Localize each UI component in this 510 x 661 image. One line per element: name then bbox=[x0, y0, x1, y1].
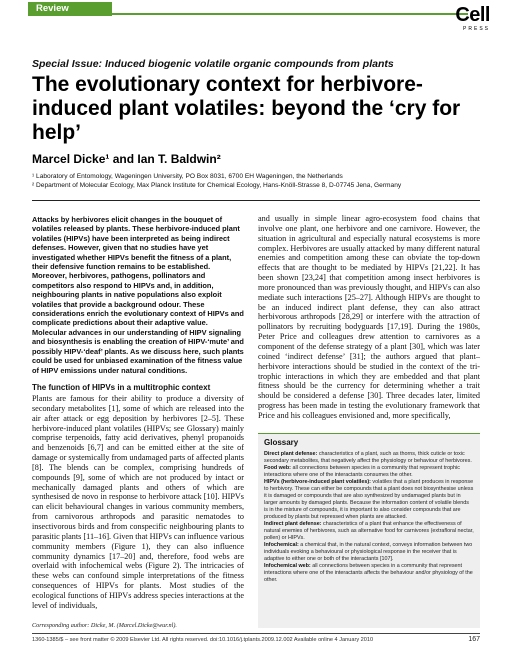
logo-main: Cell bbox=[455, 4, 490, 26]
glossary-entry bbox=[264, 479, 474, 521]
glossary-term: Infochemical: bbox=[264, 542, 299, 548]
author-list: Marcel Dicke¹ and Ian T. Baldwin² bbox=[32, 152, 221, 166]
glossary-term: Food web: bbox=[264, 465, 291, 471]
publisher-logo bbox=[455, 5, 490, 32]
glossary-definition: characteristics of a plant, such as thorns, thick cuticle or toxic secondary metabolites, that negatively affect the physiology or behaviour of herbivores. bbox=[264, 451, 472, 464]
body-right-column: and usually in simple linear agro-ecosystem food chains that involve one plant, one herbivore and one carnivore. However, the situation in agricultural and especially natural ecosystems is more complex. Herbivores are usually attacked by many different natural enemies and competition among these can obviate the top-down effects that are thought to be mediated by HIPVs [21,22]. It has been shown [23,24] that competition among insect herbivores is more pronounced than was previously thought, and HIPVs can also mediate such interactions [25–27]. Although HIPVs are thought to be an induced indirect plant defense, they can also attract herbivorous arthropods [28,29] or interfere with the attraction of pollinators by recruiting bodyguards [17,19]. During the 1980s, Peter Price and colleagues drew attention to carnivores as a component of the defense strategy of a plant [30], which was later coined ‘indirect defense’ [31]; the authors argued that plant–herbivore interactions should be studied in the context of the tri-trophic interactions in which they are embedded and that plant fitness should be the currency for determining whether a trait should be considered a defense [30]. Three decades later, limited progress has been made in testing the evolutionary framework that Price and his colleagues envisioned and, more specifically, bbox=[258, 214, 480, 420]
glossary-entry bbox=[264, 451, 474, 465]
glossary-definition: volatiles that a plant produces in response to herbivory. These can either be compounds that a plant does not biosynthesise unless it is damaged or compounds that are also synthesized by undamaged plants but in larger amounts by damaged plants. Because the information content of volatile blends is in the mixture of compounds, it is important to also consider compounds that are produced by plants but repressed when plants are attacked. bbox=[264, 479, 474, 520]
logo-sub: PRESS bbox=[463, 26, 490, 32]
corresponding-author: Corresponding author: Dicke, M. (Marcel.Dicke@wur.nl). bbox=[32, 622, 177, 629]
section-tab: Review bbox=[28, 2, 112, 16]
affiliation-2: ² Department of Molecular Ecology, Max Planck Institute for Chemical Ecology, Hans-Knöll-Strasse 8, D-07745 Jena, Germany bbox=[32, 182, 402, 189]
page-number: 167 bbox=[468, 636, 480, 643]
glossary-term: Indirect plant defense: bbox=[264, 521, 322, 527]
special-issue-line: Special Issue: Induced biogenic volatile organic compounds from plants bbox=[32, 58, 394, 70]
glossary-entry bbox=[264, 542, 474, 563]
affiliation-1: ¹ Laboratory of Entomology, Wageningen University, PO Box 8031, 6700 EH Wageningen, the Netherlands bbox=[32, 173, 343, 180]
glossary-term: HIPVs (herbivore-induced plant volatiles): bbox=[264, 479, 371, 485]
body-left-column: Plants are famous for their ability to produce a diversity of secondary metabolites [1], some of which are released into the air after attack or egg deposition by herbivores [2–5]. These herbivore-induced plant volatiles (HIPVs; see Glossary) mainly comprise terpenoids, fatty acid derivatives, phenyl propanoids and benzenoids [6,7] and can be emitted either at the site of damage or systemically from undamaged parts of affected plants [8]. The blends can be complex, comprising hundreds of compounds [9], some of which are not produced by intact or mechanically damaged plants and others of which are synthesised de novo in response to herbivore attack [10]. HIPVs can elicit behavioural changes in various community members, from carnivorous arthropods and parasitic nematodes to insectivorous birds and from conspecific neighbouring plants to parasitic plants [11–16]. Given that HIPVs can influence various community members (Figure 1), they can also influence community dynamics [17–20] and, therefore, food webs are overlaid with infochemical webs (Figure 2). The intricacies of these webs can confound simple interpretations of the fitness consequences of HIPVs for plants. Most studies of the ecological functions of HIPVs address species interactions at the level of individuals, bbox=[32, 394, 244, 610]
abstract: Attacks by herbivores elicit changes in the bouquet of volatiles released by plants. These herbivore-induced plant volatiles (HIPVs) have been interpreted as being indirect defenses. However, given that no studies have yet investigated whether HIPVs benefit the fitness of a plant, their defensive function remains to be established. Moreover, herbivores, pathogens, pollinators and competitors also respond to HIPVs and, in addition, neighbouring plants in native populations also exploit volatiles that provide a background odour. These considerations enrich the evolutionary context of HIPVs and complicate predictions about their adaptive value. Molecular advances in our understanding of HIPV signaling and biosynthesis is enabling the creation of HIPV-‘mute’ and possibly HIPV-‘deaf’ plants. As we discuss here, such plants could be used for unbiased examination of the fitness value of HIPV emissions under natural conditions. bbox=[32, 215, 244, 375]
glossary-entry bbox=[264, 563, 474, 584]
glossary-definition: a chemical that, in the natural context, conveys information between two individuals evoking a behavioural or physiological response in the receiver that is adaptive to either one or both of the interactants [107]. bbox=[264, 542, 473, 562]
glossary-entry bbox=[264, 465, 474, 479]
glossary-definition: all connections between species in a community that represent interactions where one of the interactants affects the behaviour and/or physiology of the other. bbox=[264, 563, 473, 583]
glossary-term: Direct plant defense: bbox=[264, 451, 318, 457]
header-rule bbox=[112, 13, 468, 15]
affiliations bbox=[32, 172, 482, 190]
glossary-definition: characteristics of a plant that enhance the effectiveness of natural enemies of herbivores, such as alternative food for carnivores (extrafloral nectar, pollen) or HIPVs. bbox=[264, 521, 474, 541]
section-heading: The function of HIPVs in a multitrophic context bbox=[32, 383, 211, 392]
glossary-entries bbox=[264, 451, 474, 584]
footer-line: 1360-1385/$ – see front matter © 2009 Elsevier Ltd. All rights reserved. doi:10.1016/j.tplants.2009.12.002 Available online 4 January 2010 bbox=[32, 637, 374, 643]
footer-rule bbox=[32, 633, 480, 634]
glossary-title: Glossary bbox=[264, 438, 299, 447]
glossary-term: Infochemical web: bbox=[264, 563, 311, 569]
glossary-entry bbox=[264, 521, 474, 542]
glossary-box bbox=[258, 433, 480, 628]
glossary-definition: all connections between species in a community that represent trophic interactions where one of the interactants consumes the other. bbox=[264, 465, 460, 478]
divider bbox=[32, 200, 480, 201]
article-title: The evolutionary context for herbivore-induced plant volatiles: beyond the ‘cry for help’ bbox=[32, 73, 461, 144]
